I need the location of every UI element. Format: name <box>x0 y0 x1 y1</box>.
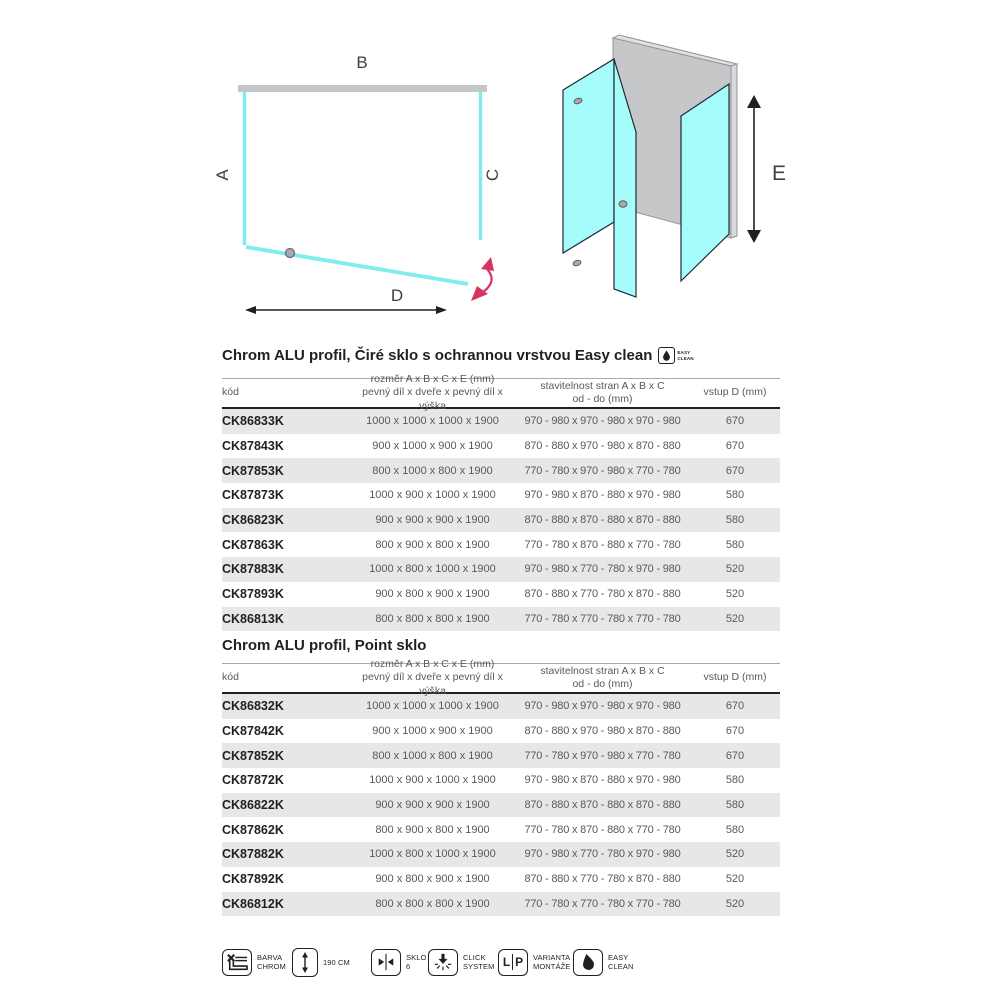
feature-barva-chrom <box>222 946 286 978</box>
cell-rozmer: 800 x 900 x 800 x 1900 <box>375 538 490 551</box>
cell-rozmer: 1000 x 900 x 1000 x 1900 <box>369 774 496 787</box>
col-header-stav-line2: od - do (mm) <box>572 393 633 405</box>
variant-letter-l: L <box>502 955 511 969</box>
cell-kod: CK87882K <box>222 847 284 862</box>
section-title-easy-clean <box>222 347 694 364</box>
table-row <box>222 607 780 632</box>
cell-rozmer: 900 x 800 x 900 x 1900 <box>375 588 490 601</box>
table-row <box>222 532 780 557</box>
cell-vstup: 670 <box>725 725 745 738</box>
cell-stavitelnost: 970 - 980 x 870 - 880 x 970 - 980 <box>524 774 681 787</box>
feature-label-line1: EASY <box>608 953 629 962</box>
col-header-rozmer-line2: pevný díl x dveře x pevný díl x výška <box>362 671 503 697</box>
col-header-stav-line2: od - do (mm) <box>572 678 633 690</box>
label-b: B <box>356 53 368 72</box>
dimension-arrow-e <box>747 95 761 243</box>
glass-thickness-icon <box>371 949 401 976</box>
cell-rozmer: 1000 x 1000 x 1000 x 1900 <box>366 700 499 713</box>
col-header-rozmer-line2: pevný díl x dveře x pevný díl x výška <box>362 386 503 412</box>
col-header-kod: kód <box>222 386 239 399</box>
feature-label <box>463 953 494 971</box>
table-row <box>222 793 780 818</box>
cell-vstup: 670 <box>725 700 745 713</box>
cell-kod: CK87892K <box>222 872 284 887</box>
cell-stavitelnost: 970 - 980 x 770 - 780 x 970 - 980 <box>524 848 681 861</box>
isometric-diagram <box>545 25 810 325</box>
cell-stavitelnost: 970 - 980 x 870 - 880 x 970 - 980 <box>524 489 681 502</box>
feature-label-line1: SKLO <box>406 953 427 962</box>
cell-vstup: 580 <box>725 774 745 787</box>
cell-kod: CK86813K <box>222 611 284 626</box>
table-body <box>222 694 780 916</box>
barva-chrom-icon <box>222 949 252 976</box>
cell-vstup: 580 <box>725 799 745 812</box>
cell-rozmer: 800 x 1000 x 800 x 1900 <box>372 749 493 762</box>
cell-kod: CK87842K <box>222 724 284 739</box>
cell-kod: CK87873K <box>222 488 284 503</box>
cell-vstup: 520 <box>725 848 745 861</box>
feature-click-system <box>428 946 494 978</box>
table-row <box>222 582 780 607</box>
label-e: E <box>772 162 787 185</box>
table-header <box>222 658 780 697</box>
cell-rozmer: 800 x 1000 x 800 x 1900 <box>372 464 493 477</box>
cell-vstup: 580 <box>725 823 745 836</box>
left-glass-panel <box>563 59 614 253</box>
cell-rozmer: 1000 x 800 x 1000 x 1900 <box>369 848 496 861</box>
col-header-rozmer-line1: rozměr A x B x C x E (mm) <box>370 373 495 386</box>
cell-stavitelnost: 970 - 980 x 770 - 780 x 970 - 980 <box>524 563 681 576</box>
cell-stavitelnost: 770 - 780 x 970 - 980 x 770 - 780 <box>524 464 681 477</box>
table-row <box>222 743 780 768</box>
cell-kod: CK87863K <box>222 537 284 552</box>
label-c: C <box>483 168 502 182</box>
cell-vstup: 670 <box>725 749 745 762</box>
plan-view-diagram <box>210 35 520 330</box>
left-right-variant-icon <box>498 949 528 976</box>
feature-label <box>323 958 350 967</box>
cell-kod: CK87862K <box>222 822 284 837</box>
col-header-stavitelnost <box>515 380 690 406</box>
section-2-title-text: Chrom ALU profil, Point sklo <box>222 637 427 654</box>
cell-rozmer: 1000 x 800 x 1000 x 1900 <box>369 563 496 576</box>
variant-divider <box>512 954 513 970</box>
cell-kod: CK86812K <box>222 896 284 911</box>
feature-label <box>608 953 634 971</box>
cell-kod: CK86822K <box>222 798 284 813</box>
cell-kod: CK87853K <box>222 463 284 478</box>
feature-label <box>533 953 570 971</box>
col-header-rozmer <box>350 373 515 412</box>
easy-clean-badge <box>658 347 693 364</box>
col-header-stavitelnost <box>515 665 690 691</box>
col-header-kod: kód <box>222 671 239 684</box>
table-row <box>222 458 780 483</box>
feature-label-line2: CLEAN <box>608 962 634 971</box>
feature-easy-clean <box>573 946 634 978</box>
feature-label <box>406 953 426 971</box>
table-row <box>222 508 780 533</box>
easy-clean-drop-icon <box>658 347 675 364</box>
table-row <box>222 768 780 793</box>
cell-vstup: 520 <box>725 897 745 910</box>
cell-rozmer: 900 x 900 x 900 x 1900 <box>375 514 490 527</box>
cell-kod: CK87893K <box>222 587 284 602</box>
cell-stavitelnost: 770 - 780 x 770 - 780 x 770 - 780 <box>524 897 681 910</box>
cell-vstup: 520 <box>725 873 745 886</box>
feature-label <box>257 953 286 971</box>
cell-stavitelnost: 770 - 780 x 870 - 880 x 770 - 780 <box>524 538 681 551</box>
cell-rozmer: 1000 x 900 x 1000 x 1900 <box>369 489 496 502</box>
cell-vstup: 580 <box>725 538 745 551</box>
cell-stavitelnost: 770 - 780 x 870 - 880 x 770 - 780 <box>524 823 681 836</box>
cell-vstup: 520 <box>725 588 745 601</box>
cell-vstup: 670 <box>725 440 745 453</box>
cell-rozmer: 800 x 900 x 800 x 1900 <box>375 823 490 836</box>
cell-rozmer: 900 x 1000 x 900 x 1900 <box>372 725 493 738</box>
table-row <box>222 867 780 892</box>
feature-varianta-montaze <box>498 946 570 978</box>
cell-vstup: 580 <box>725 514 745 527</box>
table-body <box>222 409 780 631</box>
feature-icons-row <box>222 946 702 980</box>
cell-kod: CK87883K <box>222 562 284 577</box>
table-row <box>222 409 780 434</box>
table-row <box>222 817 780 842</box>
door-handle <box>286 249 295 258</box>
col-header-vstup: vstup D (mm) <box>703 386 767 399</box>
col-header-stav-line1: stavitelnost stran A x B x C <box>540 664 665 677</box>
spec-table-point-sklo <box>222 658 780 916</box>
cell-kod: CK86832K <box>222 699 284 714</box>
cell-stavitelnost: 970 - 980 x 970 - 980 x 970 - 980 <box>524 415 681 428</box>
feature-label-line1: 190 CM <box>323 957 350 967</box>
cell-kod: CK87843K <box>222 439 284 454</box>
table-row <box>222 557 780 582</box>
feature-label-line2: SYSTEM <box>463 962 495 971</box>
cell-vstup: 520 <box>725 563 745 576</box>
feature-label-line2: 6 <box>406 962 411 971</box>
right-glass-panel <box>681 84 729 281</box>
cell-rozmer: 800 x 800 x 800 x 1900 <box>375 612 490 625</box>
cell-stavitelnost: 870 - 880 x 770 - 780 x 870 - 880 <box>524 588 681 601</box>
cell-kod: CK87872K <box>222 773 284 788</box>
cell-rozmer: 900 x 800 x 900 x 1900 <box>375 873 490 886</box>
col-header-rozmer <box>350 658 515 697</box>
cell-kod: CK86823K <box>222 513 284 528</box>
cell-kod: CK87852K <box>222 748 284 763</box>
dimension-arrow-d <box>245 306 447 314</box>
wall-bar <box>238 85 487 92</box>
cell-stavitelnost: 970 - 980 x 970 - 980 x 970 - 980 <box>524 700 681 713</box>
click-system-icon <box>428 949 458 976</box>
cell-stavitelnost: 870 - 880 x 970 - 980 x 870 - 880 <box>524 725 681 738</box>
table-row <box>222 842 780 867</box>
cell-stavitelnost: 770 - 780 x 970 - 980 x 770 - 780 <box>524 749 681 762</box>
cell-rozmer: 800 x 800 x 800 x 1900 <box>375 897 490 910</box>
cell-vstup: 670 <box>725 464 745 477</box>
feature-label-line2: MONTÁŽE <box>533 962 571 971</box>
cell-rozmer: 1000 x 1000 x 1000 x 1900 <box>366 415 499 428</box>
table-row <box>222 694 780 719</box>
cell-stavitelnost: 770 - 780 x 770 - 780 x 770 - 780 <box>524 612 681 625</box>
easy-clean-badge-line1: EASY <box>677 350 691 356</box>
spec-table-easy-clean <box>222 373 780 631</box>
cell-vstup: 580 <box>725 489 745 502</box>
easy-clean-badge-label <box>677 350 693 361</box>
height-arrow-icon <box>292 948 318 977</box>
easy-clean-badge-line2: CLEAN <box>677 355 694 361</box>
table-row <box>222 434 780 459</box>
table-header <box>222 373 780 412</box>
section-1-title-text: Chrom ALU profil, Čiré sklo s ochrannou vrstvou Easy clean <box>222 347 653 364</box>
feature-label-line1: BARVA <box>257 953 283 962</box>
cell-vstup: 670 <box>725 415 745 428</box>
feature-height-190cm <box>292 946 350 978</box>
col-header-rozmer-line1: rozměr A x B x C x E (mm) <box>370 658 495 671</box>
variant-letter-p: P <box>515 955 524 969</box>
section-title-point-sklo <box>222 637 426 654</box>
cell-stavitelnost: 870 - 880 x 870 - 880 x 870 - 880 <box>524 799 681 812</box>
cell-vstup: 520 <box>725 612 745 625</box>
feature-label-line2: CHROM <box>257 962 286 971</box>
cell-kod: CK86833K <box>222 414 284 429</box>
col-header-stav-line1: stavitelnost stran A x B x C <box>540 379 665 392</box>
table-row <box>222 892 780 917</box>
table-row <box>222 719 780 744</box>
table-row <box>222 483 780 508</box>
cell-stavitelnost: 870 - 880 x 970 - 980 x 870 - 880 <box>524 440 681 453</box>
cell-rozmer: 900 x 900 x 900 x 1900 <box>375 799 490 812</box>
feature-label-line1: CLICK <box>463 953 486 962</box>
water-drop-icon <box>573 949 603 976</box>
door-swing-arrow <box>471 257 494 301</box>
door-panel <box>246 247 468 284</box>
label-a: A <box>213 169 232 181</box>
col-header-vstup: vstup D (mm) <box>703 671 767 684</box>
door-knob <box>619 201 627 207</box>
cell-stavitelnost: 870 - 880 x 770 - 780 x 870 - 880 <box>524 873 681 886</box>
cell-stavitelnost: 870 - 880 x 870 - 880 x 870 - 880 <box>524 514 681 527</box>
hinge-bottom <box>572 259 581 267</box>
feature-sklo-6 <box>371 946 426 978</box>
feature-label-line1: VARIANTA <box>533 953 571 962</box>
cell-rozmer: 900 x 1000 x 900 x 1900 <box>372 440 493 453</box>
label-d: D <box>390 286 404 305</box>
